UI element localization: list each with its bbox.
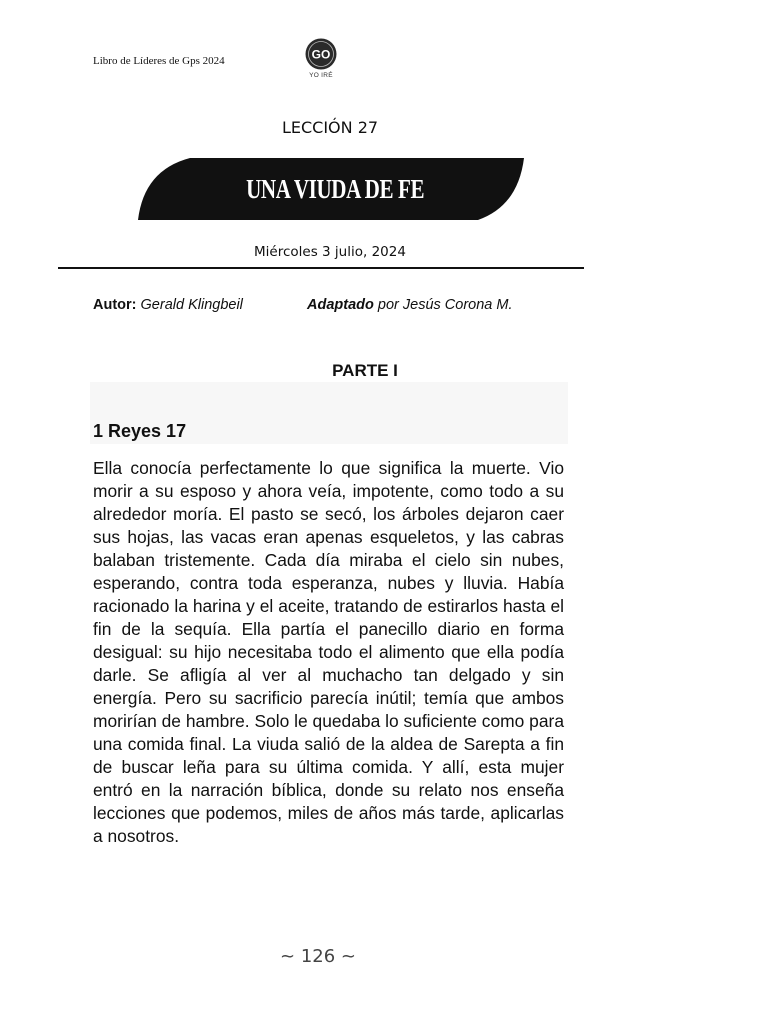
- title-banner: [138, 158, 526, 220]
- author-name: Gerald Klingbeil: [140, 297, 243, 313]
- lesson-title: UNA VIUDA DE FE: [246, 173, 425, 204]
- logo-caption: YO IRÉ: [309, 72, 333, 79]
- book-title: Libro de Líderes de Gps 2024: [93, 55, 225, 67]
- credits-line: [93, 297, 513, 313]
- go-circle-logo-icon: [305, 38, 337, 70]
- scripture-reference: 1 Reyes 17: [93, 421, 187, 441]
- adapted-label: Adaptado: [307, 297, 374, 313]
- logo: [304, 38, 338, 79]
- body-paragraph: Ella conocía perfectamente lo que significa la muerte. Vio morir a su esposo y ahora veía, impotente, como todo a su alrededor moría. El pasto se secó, los árboles dejaron caer sus hojas, las vacas eran apenas esqueletos, y las cabras balaban tristemente. Cada día miraba el cielo sin nubes, esperando, contra toda esperanza, nubes y lluvia. Había racionado la harina y el aceite, tratando de estirarlos hasta el fin de la sequía. Ella partía el panecillo diario en forma desigual: su hijo necesitaba todo el alimento que ella podía darle. Se afligía al ver al muchacho tan delgado y sin energía. Pero su sacrificio parecía inútil; temía que ambos morirían de hambre. Solo le quedaba lo suficiente como para una comida final. La viuda salió de la aldea de Sarepta a fin de buscar leña para su última comida. Y allí, esta mujer entró en la narración bíblica, donde su relato nos enseña lecciones que podemos, miles de años más tarde, aplicarlas a nosotros.: [93, 458, 564, 846]
- adapted-by: por Jesús Corona M.: [377, 297, 513, 313]
- page-number: ~ 126 ~: [280, 946, 356, 967]
- adapted-credit: [307, 297, 512, 313]
- part-title: PARTE I: [332, 361, 398, 380]
- lesson-date: Miércoles 3 julio, 2024: [254, 244, 406, 260]
- author-label: Autor:: [93, 297, 137, 313]
- divider-rule: [58, 267, 584, 269]
- lesson-number: LECCIÓN 27: [281, 118, 379, 137]
- logo-mark-text: GO: [311, 47, 331, 62]
